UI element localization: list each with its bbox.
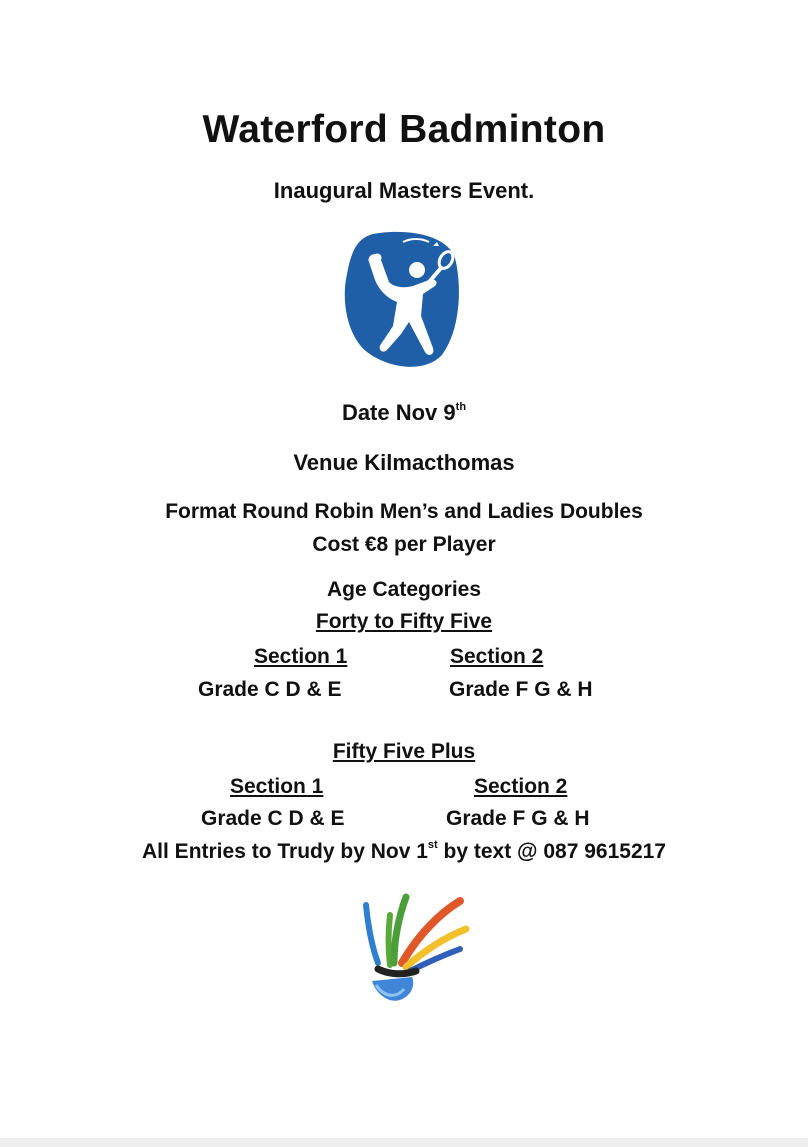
event-cost: Cost €8 per Player [312, 533, 496, 556]
section-grades: Grade C D & E [201, 807, 345, 830]
group-heading: Fifty Five Plus [332, 740, 476, 763]
section-grades: Grade C D & E [198, 678, 342, 701]
section-label: Section 1 [254, 645, 348, 668]
section-grades: Grade F G & H [449, 678, 593, 701]
event-date: Date Nov 9th [341, 400, 467, 425]
event-venue: Venue Kilmacthomas [293, 450, 515, 475]
section-label: Section 2 [450, 645, 544, 668]
section-label: Section 1 [230, 775, 324, 798]
section-grades: Grade F G & H [446, 807, 590, 830]
event-format: Format Round Robin Men’s and Ladies Doubles [165, 500, 643, 523]
page-bottom-border [0, 1138, 808, 1147]
page-title: Waterford Badminton [202, 108, 606, 151]
shuttlecock-icon [348, 885, 473, 1013]
group-heading: Forty to Fifty Five [315, 610, 493, 633]
age-categories-heading: Age Categories [326, 578, 482, 601]
entries-info: All Entries to Trudy by Nov 1st by text @ 087 9615217 [142, 839, 666, 863]
section-label: Section 2 [474, 775, 568, 798]
badminton-player-icon [343, 230, 461, 370]
event-subtitle: Inaugural Masters Event. [273, 178, 535, 203]
